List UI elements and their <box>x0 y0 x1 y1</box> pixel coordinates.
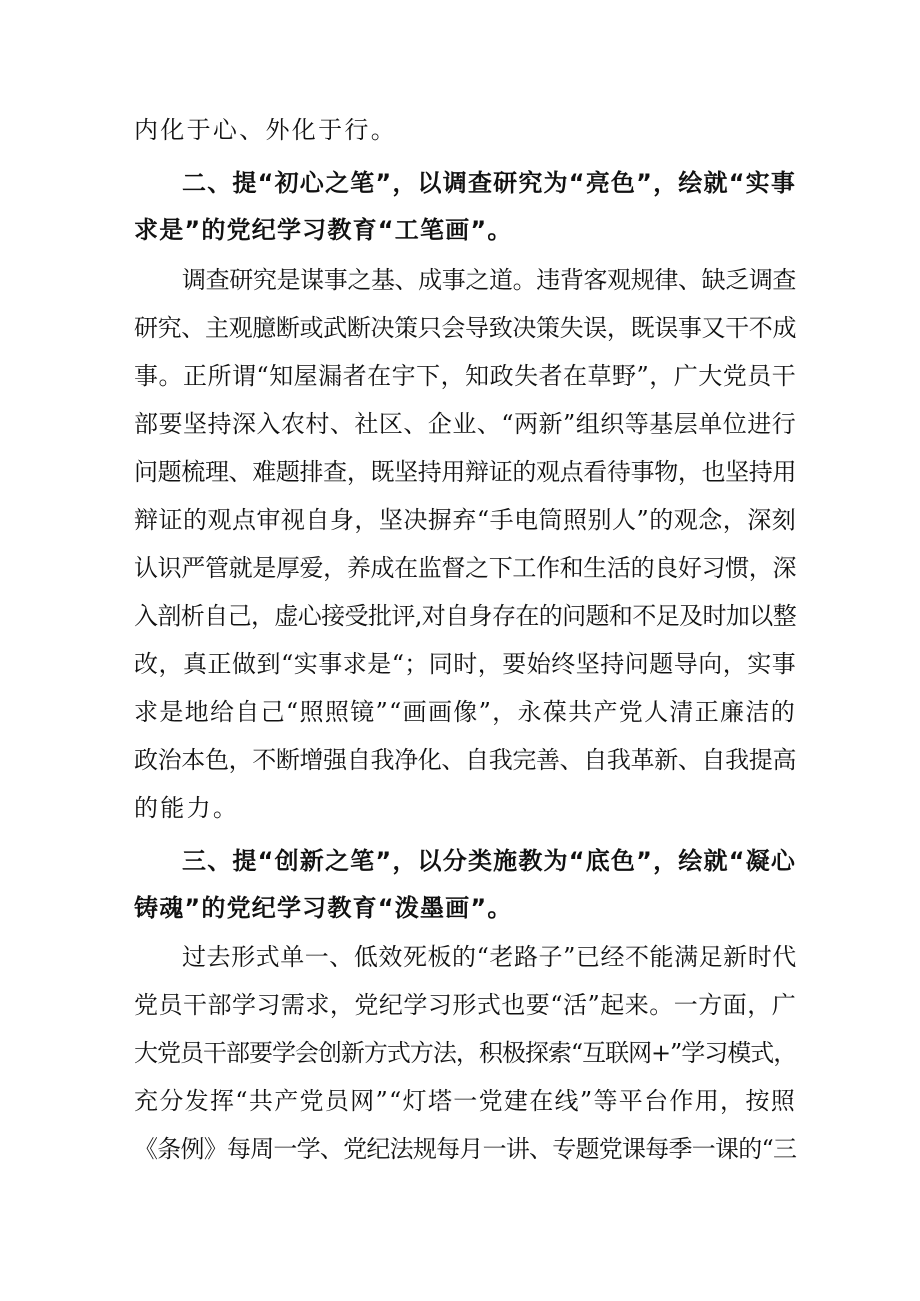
paragraph-line: 党员干部学习需求，党纪学习形式也要“活”起来。一方面，广 <box>134 991 796 1019</box>
paragraph-line: 政治本色，不断增强自我净化、自我完善、自我革新、自我提高 <box>134 746 796 774</box>
paragraph-line: 研究、主观臆断或武断决策只会导致决策失误，既误事又干不成 <box>134 314 796 342</box>
section-heading-line: 二、提“初心之笔”，以调查研究为“亮色”，绘就“实事 <box>182 169 797 197</box>
section-heading-line: 铸魂”的党纪学习教育“泼墨画”。 <box>134 894 513 922</box>
paragraph-line: 过去形式单一、低效死板的“老路子”已经不能满足新时代 <box>182 943 797 971</box>
paragraph-line: 大党员干部要学会创新方式方法，积极探索“互联网+”学习模式， <box>134 1039 796 1067</box>
paragraph-line: 求是地给自己“照照镜”“画画像”，永葆共产党人清正廉洁的 <box>134 698 796 726</box>
paragraph-line: 改，真正做到“实事求是“；同时，要始终坚持问题导向，实事 <box>134 650 796 678</box>
paragraph-line: 调查研究是谋事之基、成事之道。违背客观规律、缺乏调查 <box>182 266 796 294</box>
section-heading-line: 三、提“创新之笔”，以分类施教为“底色”，绘就“凝心 <box>182 847 797 875</box>
paragraph-line: 辩证的观点审视自身，坚决摒弃“手电筒照别人”的观念，深刻 <box>134 506 796 534</box>
paragraph-line: 事。正所谓“知屋漏者在宇下，知政失者在草野”，广大党员干 <box>134 362 796 390</box>
paragraph-line: 部要坚持深入农村、社区、企业、“两新”组织等基层单位进行 <box>134 410 796 438</box>
paragraph-line: 问题梳理、难题排查，既坚持用辩证的观点看待事物，也坚持用 <box>134 458 796 486</box>
paragraph-line: 入剖析自己，虚心接受批评,对自身存在的问题和不足及时加以整 <box>134 602 796 630</box>
section-heading-line: 求是”的党纪学习教育“工笔画”。 <box>134 216 513 244</box>
paragraph-line: 的能力。 <box>134 794 240 822</box>
paragraph-line: 充分发挥“共产党员网”“灯塔一党建在线”等平台作用，按照 <box>134 1087 796 1115</box>
paragraph-line: 认识严管就是厚爱，养成在监督之下工作和生活的良好习惯，深 <box>134 554 796 582</box>
paragraph-line: 《条例》每周一学、党纪法规每月一讲、专题党课每季一课的“三 <box>134 1135 796 1163</box>
paragraph-line: 内化于心、外化于行。 <box>134 116 397 144</box>
